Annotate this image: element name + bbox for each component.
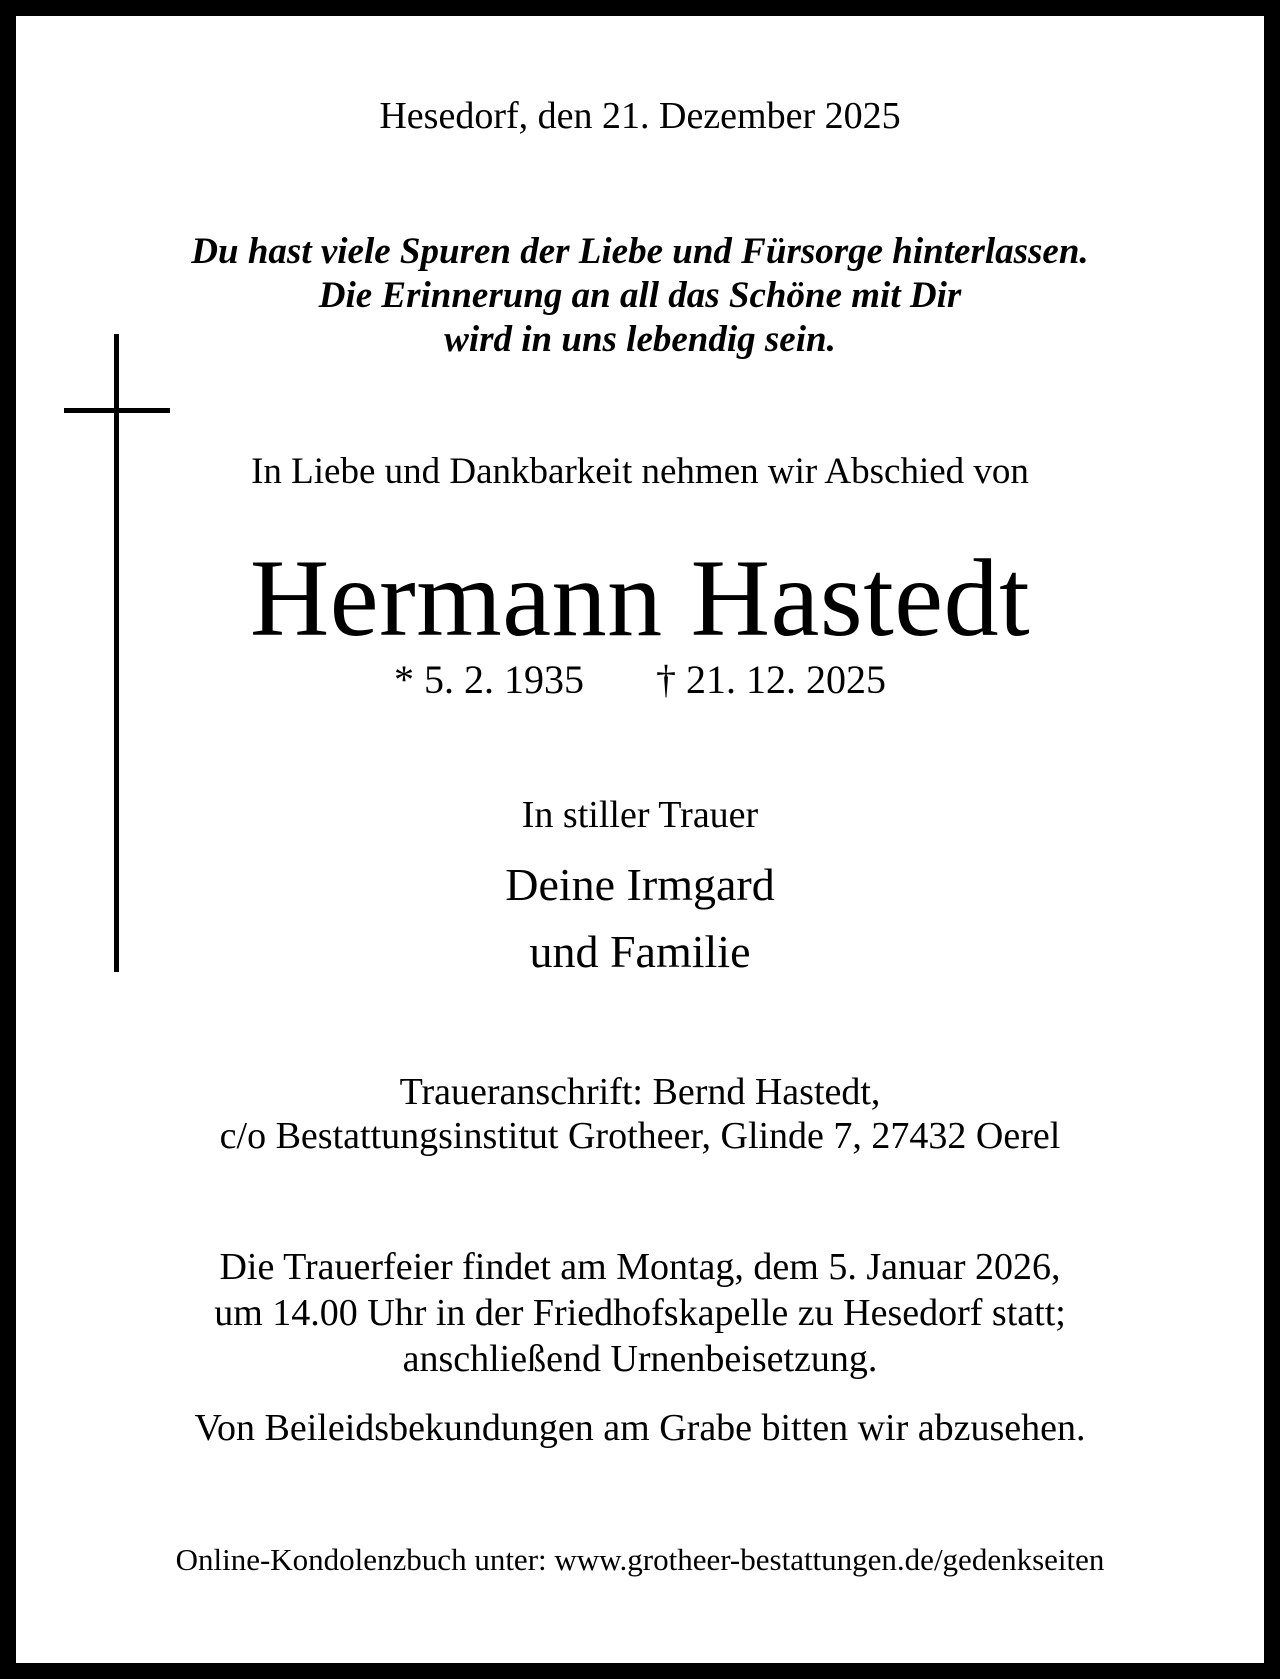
condolence-note: Von Beileidsbekundungen am Grabe bitten wir abzusehen. [194, 1407, 1086, 1449]
deceased-name: Hermann Hastedt [249, 537, 1031, 659]
life-dates [0, 656, 1280, 703]
place-date: Hesedorf, den 21. Dezember 2025 [379, 95, 901, 137]
death-date: † 21. 12. 2025 [656, 657, 886, 702]
birth-date: * 5. 2. 1935 [394, 657, 584, 702]
service-info-line: anschließend Urnenbeisetzung. [402, 1338, 878, 1380]
quote-line: wird in uns lebendig sein. [444, 319, 836, 360]
service-info-line: Die Trauerfeier findet am Montag, dem 5. Januar 2026, [219, 1246, 1061, 1288]
mourning-address-line: Traueranschrift: Bernd Hastedt, [399, 1071, 881, 1113]
online-condolence-link: Online-Kondolenzbuch unter: www.grotheer-bestattungen.de/gedenkseiten [175, 1542, 1105, 1577]
quote-line: Die Erinnerung an all das Schöne mit Dir [318, 275, 962, 316]
mourners-line: Deine Irmgard [505, 859, 775, 910]
mourning-line: In stiller Trauer [521, 794, 759, 836]
cross-icon-crossbar [64, 408, 170, 413]
mourners-line: und Familie [529, 926, 751, 977]
farewell-intro: In Liebe und Dankbarkeit nehmen wir Abschied von [251, 451, 1029, 492]
quote-line: Du hast viele Spuren der Liebe und Fürsorge hinterlassen. [191, 231, 1089, 272]
service-info-line: um 14.00 Uhr in der Friedhofskapelle zu Hesedorf statt; [214, 1292, 1066, 1334]
mourning-address-line: c/o Bestattungsinstitut Grotheer, Glinde 7, 27432 Oerel [219, 1115, 1061, 1157]
